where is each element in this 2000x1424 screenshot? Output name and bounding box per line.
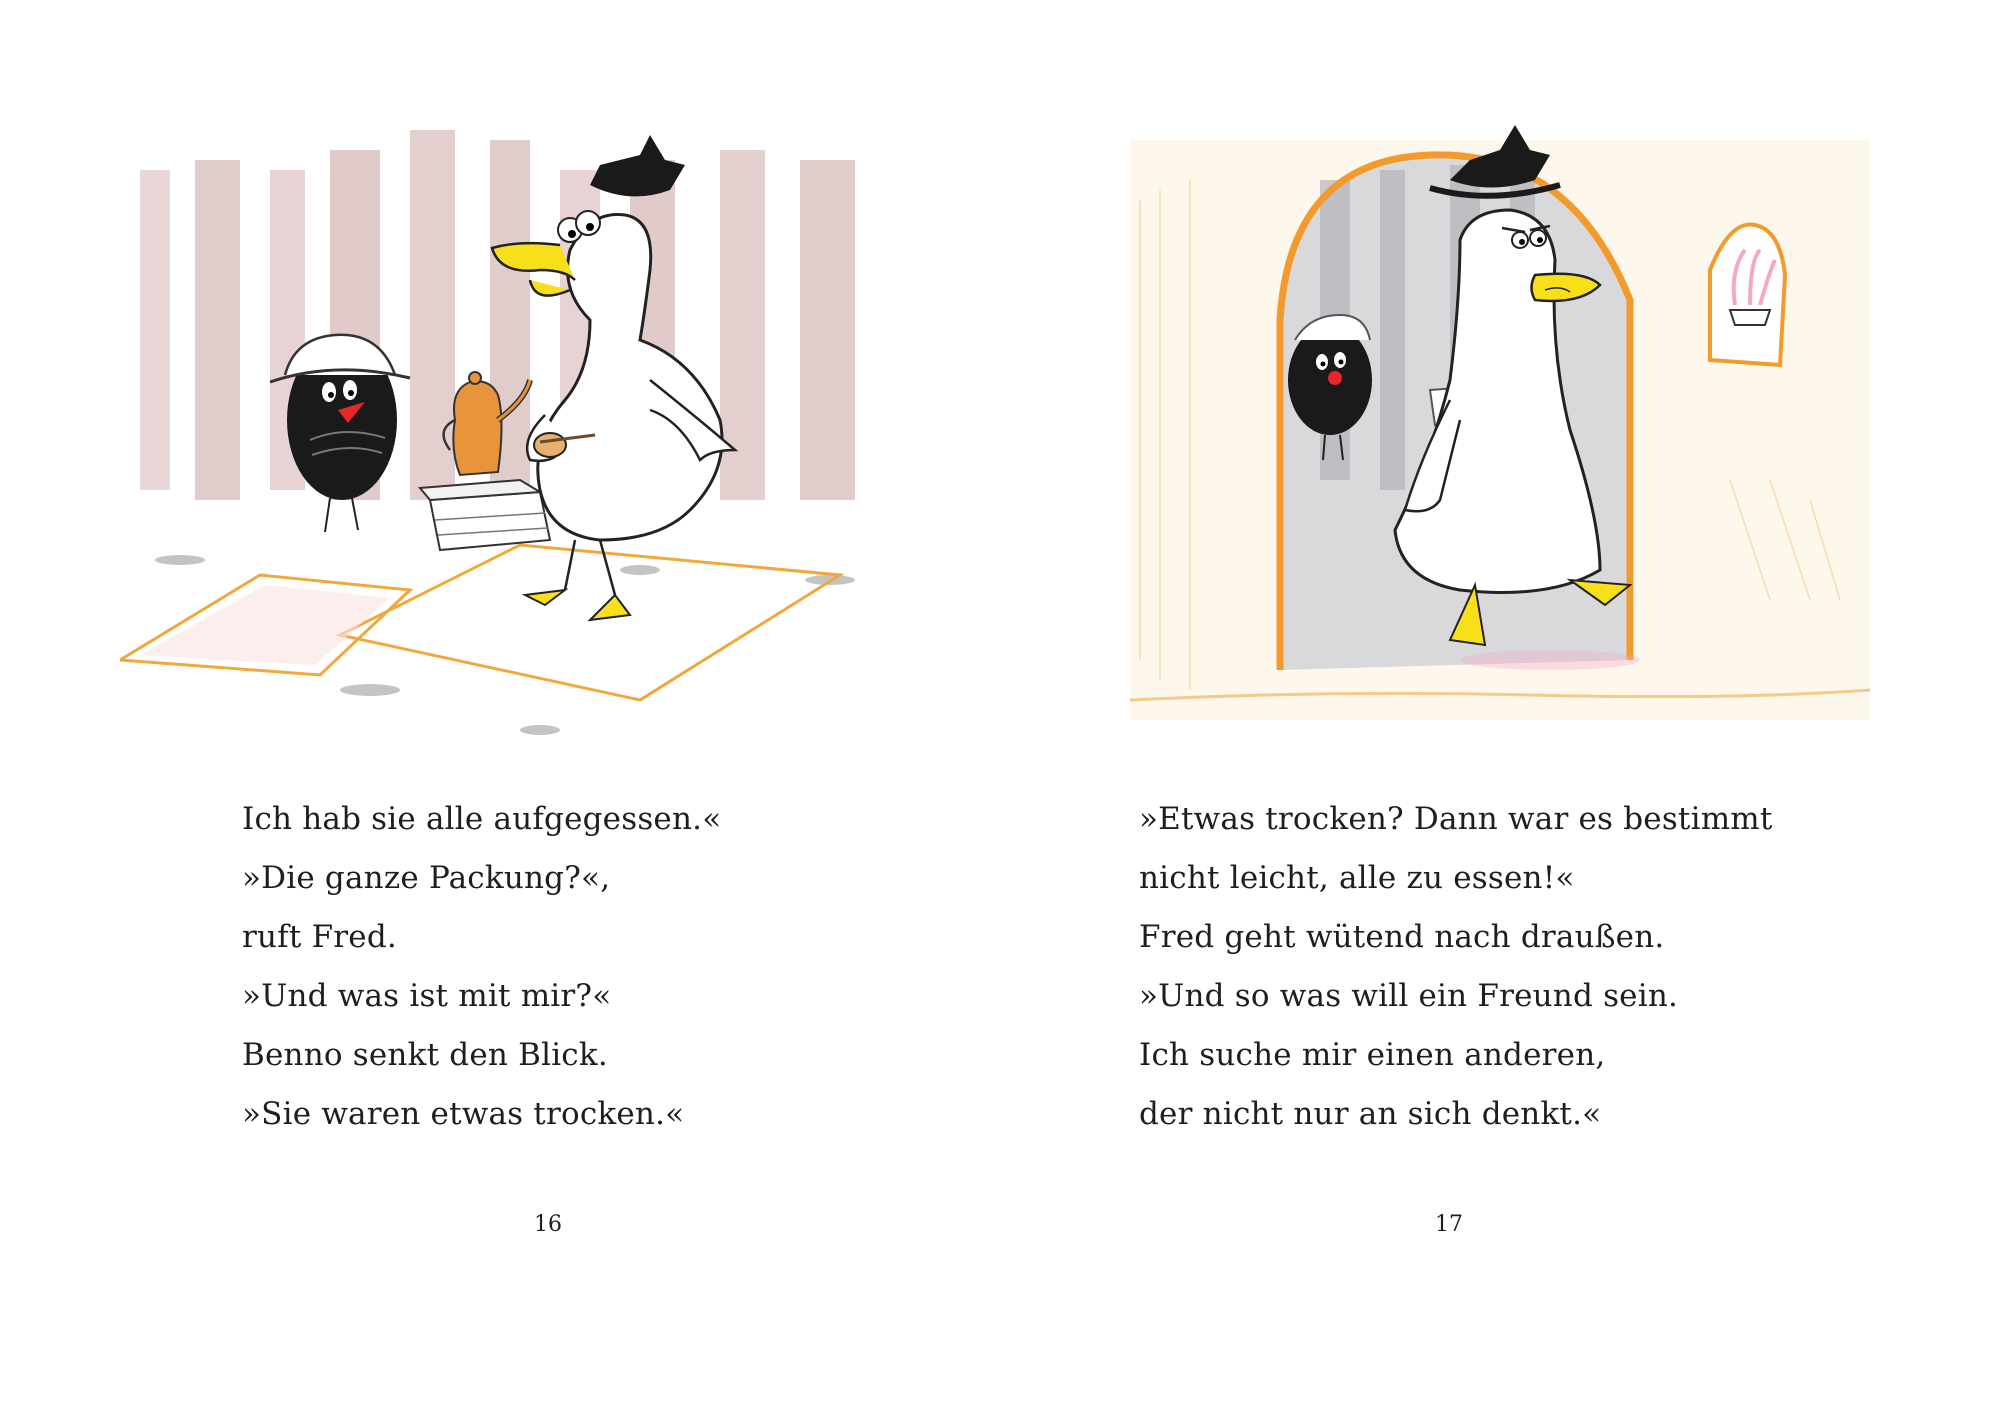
text-line: »Die ganze Packung?«,: [242, 860, 611, 896]
page-number-left: 16: [534, 1212, 562, 1237]
text-line: Fred geht wütend nach draußen.: [1139, 919, 1665, 955]
illustration-right: [1130, 100, 1870, 740]
crate: [420, 480, 550, 550]
text-line: der nicht nur an sich denkt.«: [1139, 1096, 1602, 1132]
text-line: »Sie waren etwas trocken.«: [242, 1096, 685, 1132]
right-page: [1000, 0, 2000, 1424]
text-line: »Und so was will ein Freund sein.: [1139, 978, 1679, 1014]
story-text-left: [242, 790, 721, 1144]
story-text-right: [1139, 790, 1773, 1144]
illustration-right-drawing: [1130, 100, 1870, 740]
illustration-left: [120, 120, 900, 750]
text-line: »Und was ist mit mir?«: [242, 978, 612, 1014]
text-line: Ich hab sie alle aufgegessen.«: [242, 801, 722, 837]
text-line: Benno senkt den Blick.: [242, 1037, 608, 1073]
text-line: nicht leicht, alle zu essen!«: [1139, 860, 1575, 896]
illustration-left-drawing: [120, 120, 900, 750]
text-line: Ich suche mir einen anderen,: [1139, 1037, 1606, 1073]
text-line: ruft Fred.: [242, 919, 397, 955]
page-number-right: 17: [1435, 1212, 1463, 1237]
black-bird: [270, 335, 410, 532]
text-line: »Etwas trocken? Dann war es bestimmt: [1139, 801, 1773, 837]
